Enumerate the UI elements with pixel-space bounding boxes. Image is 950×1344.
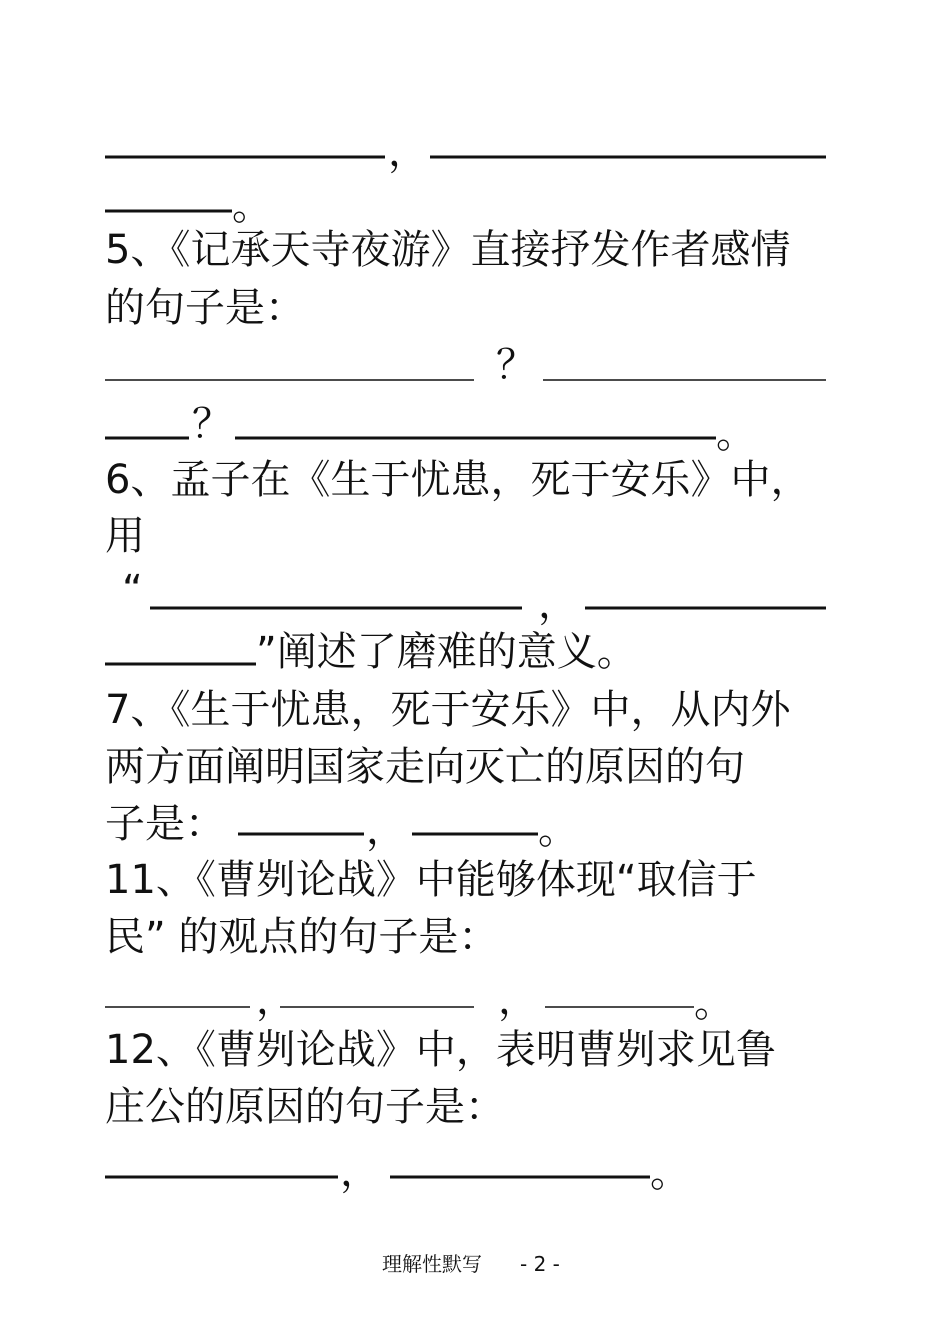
footer-title: 理解性默写 xyxy=(382,1252,482,1276)
q4-comma: ， xyxy=(388,129,428,175)
q12-question-line-2: 庄公的原因的句子是： xyxy=(105,1084,505,1130)
q5-period: 。 xyxy=(716,411,756,457)
q11-question-line-2: 民” 的观点的句子是： xyxy=(105,914,499,960)
q7-question-line-2: 两方面阐明国家走向灭亡的原因的句 xyxy=(105,744,745,790)
q6-closing-text: ”阐述了磨难的意义。 xyxy=(256,629,637,675)
q11-question-line-1: 11、《曹刿论战》中能够体现“取信于 xyxy=(105,857,757,903)
q11-comma-1: ， xyxy=(256,977,296,1023)
page-number: - 2 - xyxy=(520,1252,560,1276)
q5-question-line-1: 5、《记承天寺夜游》直接抒发作者感情 xyxy=(105,227,791,273)
q7-period: 。 xyxy=(538,807,578,853)
q12-period: 。 xyxy=(650,1150,690,1196)
q12-question-line-1: 12、《曹刿论战》中，表明曹刿求见鲁 xyxy=(105,1027,776,1073)
q7-question-line-1: 7、《生于忧患，死于安乐》中，从内外 xyxy=(105,687,791,733)
q11-period: 。 xyxy=(694,980,734,1026)
q4-period: 。 xyxy=(232,183,272,229)
q6-open-quote: “ xyxy=(122,567,143,613)
q5-question-line-2: 的句子是： xyxy=(105,285,305,331)
q6-comma: ， xyxy=(538,581,578,627)
q7-question-line-3: 子是： xyxy=(105,801,225,847)
q5-question-mark-1: ？ xyxy=(496,342,536,388)
q6-question-line-2: 用 xyxy=(105,513,145,559)
q11-comma-2: ， xyxy=(498,977,538,1023)
q7-comma: ， xyxy=(366,807,406,853)
q6-question-line-1: 6、孟子在《生于忧患，死于安乐》中， xyxy=(105,457,811,503)
q5-question-mark-2: ？ xyxy=(192,401,232,447)
q12-comma: ， xyxy=(340,1149,380,1195)
